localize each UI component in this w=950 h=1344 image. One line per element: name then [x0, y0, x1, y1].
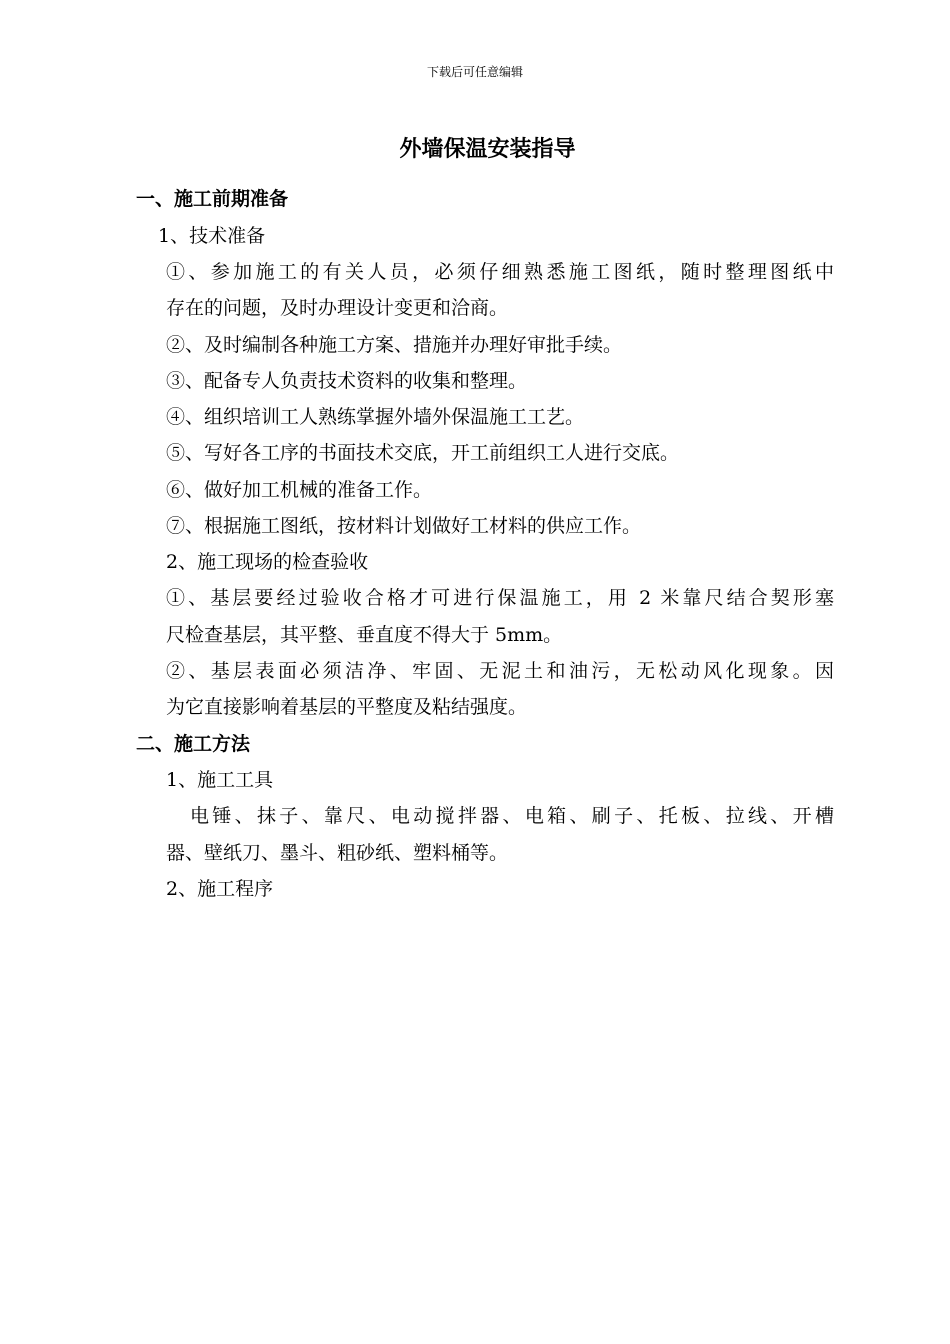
subsection-heading-2-1: 1、施工工具: [166, 769, 274, 791]
paragraph-line: ①、基层要经过验收合格才可进行保温施工，用 2 米靠尺结合契形塞: [166, 587, 834, 609]
paragraph-line: ②、基层表面必须洁净、牢固、无泥土和油污，无松动风化现象。因: [166, 660, 834, 682]
paragraph-line: 尺检查基层，其平整、垂直度不得大于 5mm。: [166, 624, 563, 646]
paragraph-line: 为它直接影响着基层的平整度及粘结强度。: [166, 696, 528, 718]
paragraph-line: 存在的问题，及时办理设计变更和洽商。: [166, 297, 509, 319]
section-heading-1: 一、施工前期准备: [136, 188, 289, 210]
paragraph-line: 电锤、抹子、靠尺、电动搅拌器、电箱、刷子、托板、拉线、开槽: [190, 805, 834, 827]
subsection-heading-1-2: 2、施工现场的检查验收: [166, 551, 369, 573]
paragraph-line: ⑥、做好加工机械的准备工作。: [166, 479, 433, 501]
paragraph-line: ③、配备专人负责技术资料的收集和整理。: [166, 370, 528, 392]
paragraph-line: ②、及时编制各种施工方案、措施并办理好审批手续。: [166, 334, 623, 356]
document-title: 外墙保温安装指导: [399, 136, 576, 162]
paragraph-line: 器、壁纸刀、墨斗、粗砂纸、塑料桶等。: [166, 842, 509, 864]
paragraph-line: ⑦、根据施工图纸，按材料计划做好工材料的供应工作。: [166, 515, 642, 537]
header-note: 下载后可任意编辑: [426, 65, 523, 79]
paragraph-line: ④、组织培训工人熟练掌握外墙外保温施工工艺。: [166, 406, 585, 428]
subsection-heading-2-2: 2、施工程序: [166, 878, 274, 900]
paragraph-line: ①、参加施工的有关人员，必须仔细熟悉施工图纸，随时整理图纸中: [166, 261, 834, 283]
subsection-heading-1-1: 1、技术准备: [158, 225, 266, 247]
paragraph-line: ⑤、写好各工序的书面技术交底，开工前组织工人进行交底。: [166, 442, 680, 464]
section-heading-2: 二、施工方法: [136, 733, 251, 755]
